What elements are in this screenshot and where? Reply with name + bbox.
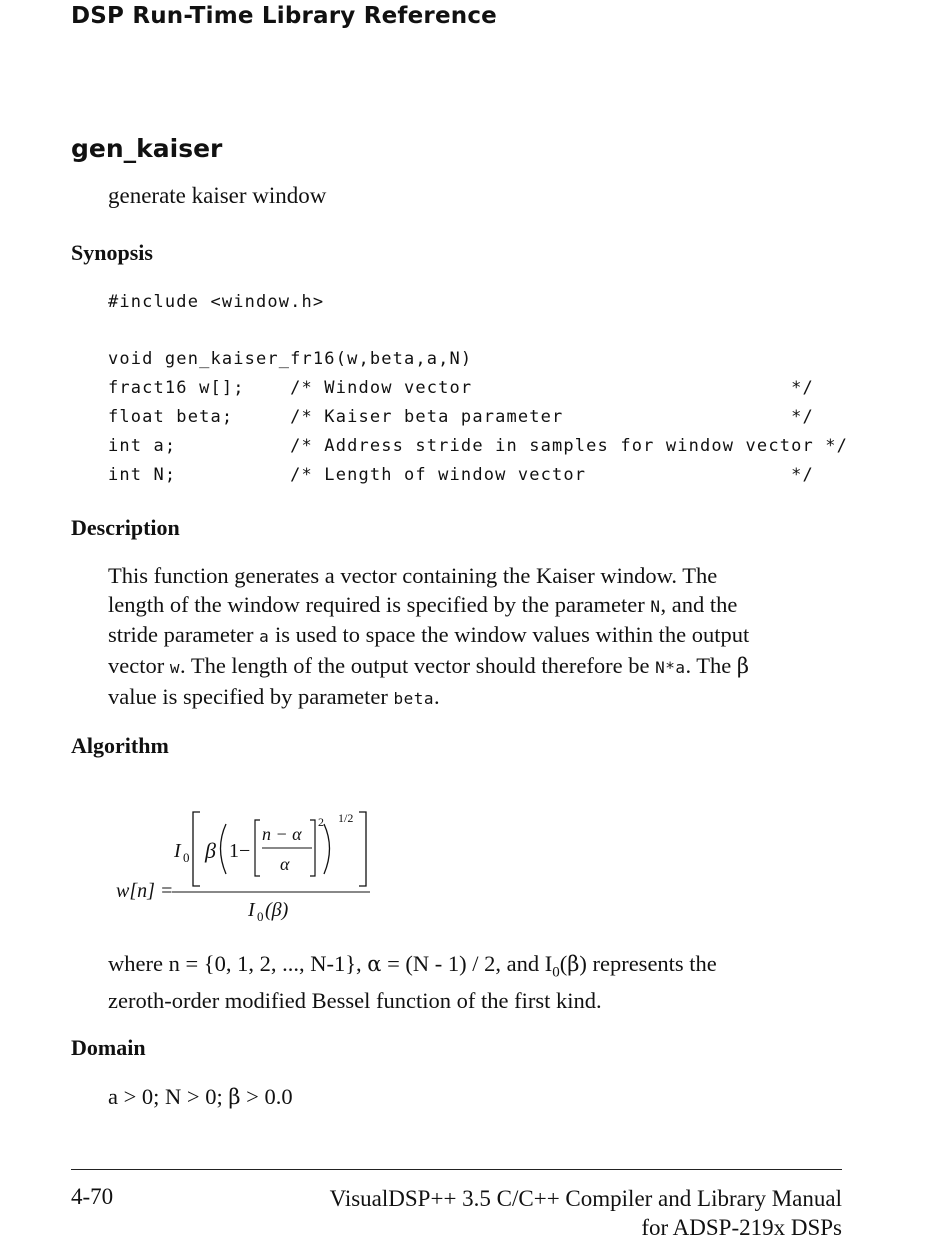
half-exp: 1/2 bbox=[338, 811, 354, 825]
running-head: DSP Run-Time Library Reference bbox=[71, 3, 497, 29]
function-summary: generate kaiser window bbox=[108, 183, 327, 208]
synopsis-code bbox=[108, 345, 848, 490]
manual-title bbox=[330, 1184, 842, 1242]
param-beta-code: beta bbox=[393, 688, 435, 708]
kaiser-window-formula bbox=[112, 808, 382, 926]
description-line: This function generates a vector containing the Kaiser window. The bbox=[108, 563, 718, 588]
denominator-sub: 0 bbox=[257, 909, 264, 924]
description-paragraph bbox=[108, 562, 843, 714]
description-heading: Description bbox=[71, 515, 180, 540]
alpha-symbol: α bbox=[367, 952, 382, 976]
footer-rule bbox=[71, 1169, 842, 1170]
right-paren bbox=[324, 824, 330, 874]
manual-title-line: VisualDSP++ 3.5 C/C++ Compiler and Library Manual bbox=[329, 1186, 842, 1211]
manual-title-line: for ADSP-219x DSPs bbox=[641, 1215, 842, 1240]
denominator-I: I bbox=[248, 899, 255, 921]
formula-one-minus: 1− bbox=[229, 840, 251, 862]
include-line: #include <window.h> bbox=[108, 292, 325, 312]
description-line: value is specified by parameter beta. bbox=[108, 683, 440, 709]
beta-symbol: β bbox=[228, 1085, 241, 1109]
description-line: length of the window required is specified by the parameter N, and the bbox=[108, 591, 738, 617]
function-title: gen_kaiser bbox=[71, 134, 223, 163]
code-line: void gen_kaiser_fr16(w,beta,a,N) bbox=[108, 349, 473, 369]
param-N-code: N bbox=[650, 596, 661, 616]
frac-denominator: α bbox=[280, 854, 290, 874]
description-line: stride parameter a is used to space the window values within the output bbox=[108, 622, 750, 648]
description-line: vector w. The length of the output vector should therefore be N*a. The β bbox=[108, 653, 750, 679]
code-line: int a; /* Address stride in samples for window vector */ bbox=[108, 436, 849, 456]
code-line: int N; /* Length of window vector */ bbox=[108, 465, 814, 485]
algorithm-line: zeroth-order modified Bessel function of the first kind. bbox=[108, 988, 602, 1014]
left-paren bbox=[221, 824, 227, 874]
page-number: 4-70 bbox=[71, 1184, 114, 1209]
formula-I: I bbox=[174, 840, 181, 862]
algorithm-paragraph bbox=[108, 950, 843, 1016]
beta-symbol: β bbox=[736, 654, 750, 679]
length-expr-code: N*a bbox=[655, 658, 686, 678]
outer-left-bracket bbox=[193, 812, 200, 886]
outer-right-bracket bbox=[359, 812, 366, 886]
code-line: fract16 w[]; /* Window vector */ bbox=[108, 378, 814, 398]
formula-beta: β bbox=[205, 838, 216, 863]
formula-lhs: w[n] = bbox=[116, 880, 174, 902]
param-a-code: a bbox=[259, 627, 270, 647]
param-w-code: w bbox=[169, 658, 180, 678]
denominator-arg: (β) bbox=[265, 899, 289, 921]
algorithm-heading: Algorithm bbox=[71, 733, 169, 758]
formula-sub: 0 bbox=[183, 850, 190, 865]
algorithm-line: where n = {0, 1, 2, ..., N-1}, α = (N - 1) / 2, and $I_0(\beta)$ represents the bbox=[108, 951, 717, 981]
code-line: float beta; /* Kaiser beta parameter */ bbox=[108, 407, 814, 427]
synopsis-heading: Synopsis bbox=[71, 240, 153, 265]
domain-text: a > 0; N > 0; β > 0.0 bbox=[108, 1084, 293, 1109]
square-exp: 2 bbox=[318, 815, 324, 829]
domain-heading: Domain bbox=[71, 1035, 146, 1060]
inner-left-bracket bbox=[255, 820, 260, 876]
frac-numerator: n − α bbox=[262, 824, 302, 844]
beta-symbol: β bbox=[567, 952, 580, 976]
